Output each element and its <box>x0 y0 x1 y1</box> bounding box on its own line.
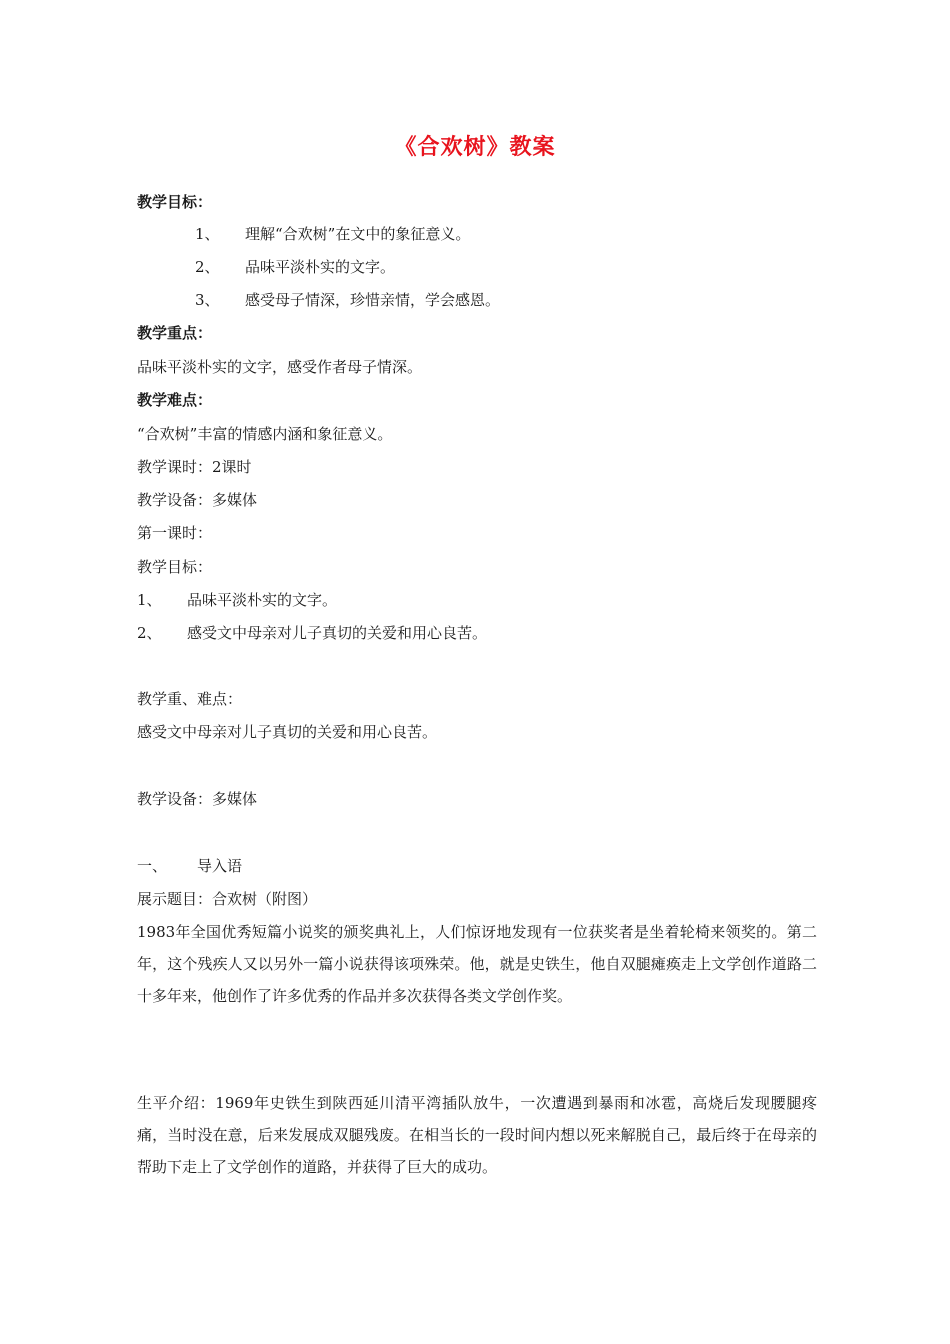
section-title: 导入语 <box>197 857 243 875</box>
lesson-one-heading: 第一课时： <box>137 524 213 542</box>
lesson-goal-text: 品味平淡朴实的文字。 <box>187 591 338 609</box>
goals-heading: 教学目标： <box>137 193 213 211</box>
goal-number: 2、 <box>195 258 220 276</box>
teaching-equipment: 教学设备：多媒体 <box>137 491 258 509</box>
goal-item <box>195 224 470 244</box>
difficulty-heading: 教学难点： <box>137 391 213 409</box>
goal-number: 1、 <box>195 225 220 243</box>
teaching-hours: 教学课时：2课时 <box>137 458 252 476</box>
intro-paragraph: 1983年全国优秀短篇小说奖的颁奖典礼上，人们惊讶地发现有一位获奖者是坐着轮椅来领奖的。第二年，这个残疾人又以另外一篇小说获得该项殊荣。他，就是史铁生，他自双腿瘫痪走上文学创作道路二十多年来，他创作了许多优秀的作品并多次获得各类文学创作奖。 <box>137 923 817 1005</box>
goal-text: 品味平淡朴实的文字。 <box>245 258 396 276</box>
goal-number: 3、 <box>195 291 220 309</box>
goal-text: 理解“合欢树”在文中的象征意义。 <box>245 225 471 243</box>
goal-item <box>195 290 500 310</box>
lesson-goal-text: 感受文中母亲对儿子真切的关爱和用心良苦。 <box>187 624 488 642</box>
lesson-goal-number: 2、 <box>137 624 162 642</box>
lesson-one-key-text: 感受文中母亲对儿子真切的关爱和用心良苦。 <box>137 723 438 741</box>
biography-paragraph: 生平介绍：1969年史铁生到陕西延川清平湾插队放牛，一次遭遇到暴雨和冰雹，高烧后发现腰腿疼痛，当时没在意，后来发展成双腿残废。在相当长的一段时间内想以死来解脱自己，最后终于在母亲的帮助下走上了文学创作的道路，并获得了巨大的成功。 <box>137 1094 817 1176</box>
section-heading <box>137 856 242 876</box>
goal-item <box>195 257 395 277</box>
key-text: 品味平淡朴实的文字，感受作者母子情深。 <box>137 358 423 376</box>
lesson-one-equipment: 教学设备：多媒体 <box>137 790 258 808</box>
document-title: 《合欢树》教案 <box>394 135 556 160</box>
section-number: 一、 <box>137 857 168 875</box>
goal-text: 感受母子情深，珍惜亲情，学会感恩。 <box>245 291 501 309</box>
lesson-goal-item <box>137 590 337 610</box>
difficulty-text: “合欢树”丰富的情感内涵和象征意义。 <box>137 425 393 443</box>
show-title: 展示题目：合欢树（附图） <box>137 890 318 908</box>
lesson-one-goals-heading: 教学目标： <box>137 558 213 576</box>
lesson-goal-number: 1、 <box>137 591 162 609</box>
lesson-one-key-heading: 教学重、难点： <box>137 690 243 708</box>
lesson-goal-item <box>137 623 487 643</box>
key-heading: 教学重点： <box>137 324 213 342</box>
